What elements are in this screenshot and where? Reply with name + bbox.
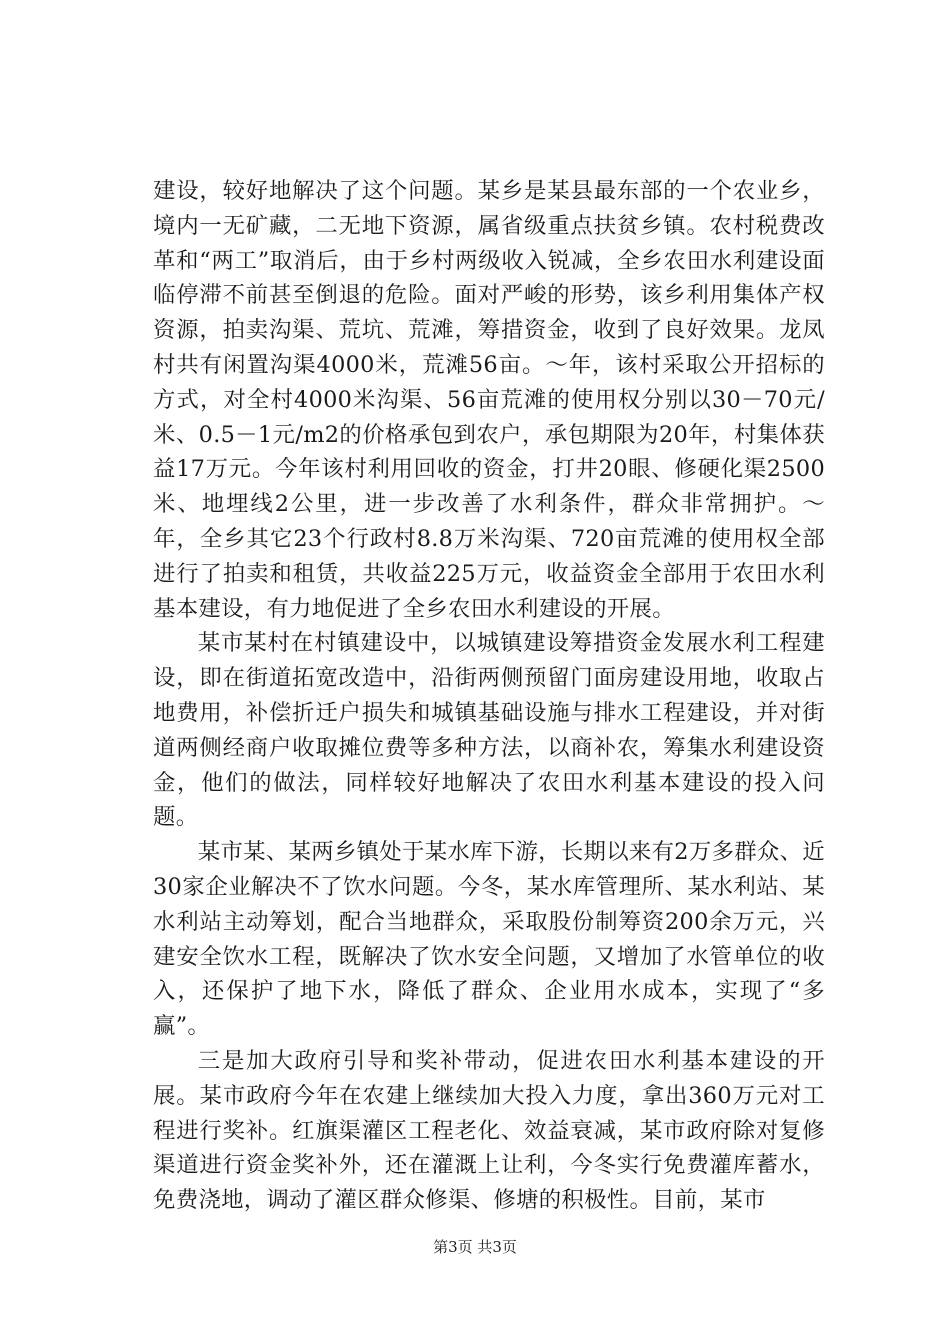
- paragraph-2: 某市某村在村镇建设中，以城镇建设筹措资金发展水利工程建设，即在街道拓宽改造中，沿街两侧预留门面房建设用地，收取占地费用，补偿折迁户损失和城镇基础设施与排水工程建设，并对街道两侧经商户收取摊位费等多种方法，以商补农，筹集水利建设资金，他们的做法，同样较好地解决了农田水利基本建设的投入问题。: [153, 630, 825, 831]
- document-body: [153, 174, 825, 1218]
- page-number: 第3页 共3页: [433, 1238, 517, 1256]
- paragraph-3: 某市某、某两乡镇处于某水库下游，长期以来有2万多群众、近30家企业解决不了饮水问题。今冬，某水库管理所、某水利站、某水利站主动筹划，配合当地群众，采取股份制筹资200余万元，兴建安全饮水工程，既解决了饮水安全问题，又增加了水管单位的收入，还保护了地下水，降低了群众、企业用水成本，实现了“多赢”。: [153, 839, 825, 1040]
- paragraph-4: 三是加大政府引导和奖补带动，促进农田水利基本建设的开展。某市政府今年在农建上继续加大投入力度，拿出360万元对工程进行奖补。红旗渠灌区工程老化、效益衰减，某市政府除对复修渠道进行资金奖补外，还在灌溉上让利，今冬实行免费灌库蓄水，免费浇地，调动了灌区群众修渠、修塘的积极性。目前，某市: [153, 1047, 825, 1214]
- page-footer: [0, 1236, 950, 1257]
- paragraph-1: 建设，较好地解决了这个问题。某乡是某县最东部的一个农业乡，境内一无矿藏，二无地下资源，属省级重点扶贫乡镇。农村税费改革和“两工”取消后，由于乡村两级收入锐减，全乡农田水利建设面临停滞不前甚至倒退的危险。面对严峻的形势，该乡利用集体产权资源，拍卖沟渠、荒坑、荒滩，筹措资金，收到了良好效果。龙凤村共有闲置沟渠4000米，荒滩56亩。～年，该村采取公开招标的方式，对全村4000米沟渠、56亩荒滩的使用权分别以30－70元/米、0.5－1元/m2的价格承包到农户，承包期限为20年，村集体获益17万元。今年该村利用回收的资金，打井20眼、修硬化渠2500米、地埋线2公里，进一步改善了水利条件，群众非常拥护。～年，全乡其它23个行政村8.8万米沟渠、720亩荒滩的使用权全部进行了拍卖和租赁，共收益225万元，收益资金全部用于农田水利基本建设，有力地促进了全乡农田水利建设的开展。: [153, 178, 825, 622]
